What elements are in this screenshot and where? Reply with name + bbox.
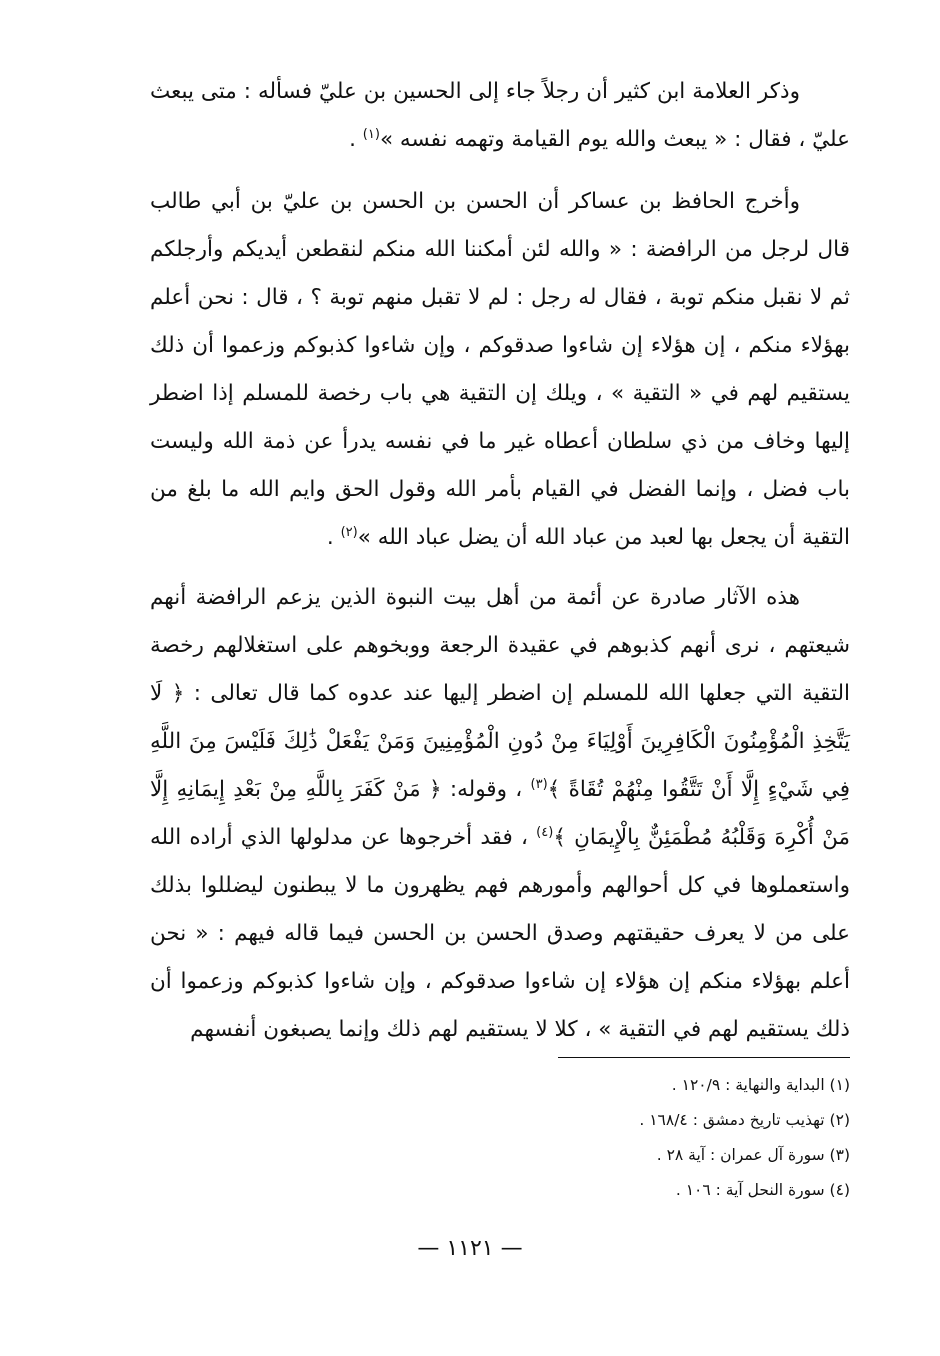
paragraph-2-end: .: [326, 525, 341, 550]
paragraph-3: [150, 574, 850, 1054]
footnotes: [400, 1068, 850, 1208]
paragraph-3-text-c: ، فقد أخرجوها عن مدلولها الذي أراده الله واستعملوها في كل أحوالهم وأمورهم فهم يظهرون ما لا يبطنون ليضللوا بذلك على من لا يعرف حقيقتهم وصدق الحسن بن الحسن فيما قاله فيهم : « نحن أعلم بهؤلاء منكم إن هؤلاء إن شاءوا صدقوكم ، وإن شاءوا كذبوكم وزعموا أن ذلك يستقيم لهم في التقية » ، كلا لا يستقيم لهم ذلك وإنما يصبغون أنفسهم: [150, 825, 850, 1042]
footnote-ref-2: (٢): [340, 524, 358, 540]
paragraph-3-text-a: هذه الآثار صادرة عن أئمة من أهل بيت النبوة الذين يزعم الرافضة أنهم شيعتهم ، نرى أنهم كذبوهم في عقيدة الرجعة ووبخوهم على استغلالهم رخصة التقية التي جعلها الله للمسلم إن اضطر إليها عند عدوه كما قال تعالى :: [150, 585, 850, 706]
footnote-ref-1: (١): [362, 126, 380, 142]
quran-verse-2: ﴿ مَنْ كَفَرَ بِاللَّهِ مِنْ بَعْدِ إِيمَانِهِ إِلَّا مَنْ أُكْرِهَ وَقَلْبُهُ مُطْمَئِنٌّ بِالْإِيمَانِ ﴾: [150, 777, 850, 850]
footnote-3: (٣) سورة آل عمران : آية ٢٨ .: [656, 1146, 850, 1164]
paragraph-1: [150, 68, 850, 164]
paragraph-1-text: وذكر العلامة ابن كثير أن رجلاً جاء إلى الحسين بن عليّ فسأله : متى يبعث عليّ ، فقال : « يبعث والله يوم القيامة وتهمه نفسه »: [150, 79, 850, 152]
paragraph-2-text: وأخرج الحافظ بن عساكر أن الحسن بن الحسن بن عليّ بن أبي طالب قال لرجل من الرافضة : « والله لئن أمكننا الله منكم لنقطعن أيديكم وأرجلكم ثم لا نقبل منكم توبة ، فقال له رجل : لم لا تقبل منهم توبة ؟ ، قال : نحن أعلم بهؤلاء منكم ، إن هؤلاء إن شاءوا صدقوكم ، وإن شاءوا كذبوكم وزعموا أن ذلك يستقيم لهم في « التقية » ، ويلك إن التقية هي باب رخصة للمسلم إذا اضطر إليها وخاف من ذي سلطان أعطاه غير ما في نفسه يدرأ عن ذمة الله وليست باب فضل ، وإنما الفضل في القيام بأمر الله وقول الحق وايم الله ما بلغ من التقية أن يجعل بها لعبد من عباد الله أن يضل عباد الله »: [150, 189, 850, 550]
paragraph-3-text-b: ، وقوله:: [441, 777, 531, 802]
footnote-2: (٢) تهذيب تاريخ دمشق : ١٦٨/٤ .: [639, 1111, 850, 1129]
footnote-ref-4: (٤): [536, 824, 554, 840]
footnote-divider: [558, 1057, 850, 1058]
paragraph-1-end: .: [349, 127, 363, 152]
footnote-1: (١) البداية والنهاية : ١٢٠/٩ .: [671, 1076, 850, 1094]
page-number: — ١١٢١ —: [417, 1236, 523, 1261]
footnote-ref-3: (٣): [530, 776, 548, 792]
quran-verse-1: ﴿ لَا يَتَّخِذِ الْمُؤْمِنُونَ الْكَافِرِينَ أَوْلِيَاءَ مِنْ دُونِ الْمُؤْمِنِينَ وَمَنْ يَفْعَلْ ذَٰلِكَ فَلَيْسَ مِنَ اللَّهِ فِي شَيْءٍ إِلَّا أَنْ تَتَّقُوا مِنْهُمْ تُقَاةً ﴾: [150, 681, 851, 802]
footnote-4: (٤) سورة النحل آية : ١٠٦ .: [675, 1181, 850, 1199]
paragraph-2: [150, 178, 850, 562]
main-text: [150, 68, 850, 1066]
